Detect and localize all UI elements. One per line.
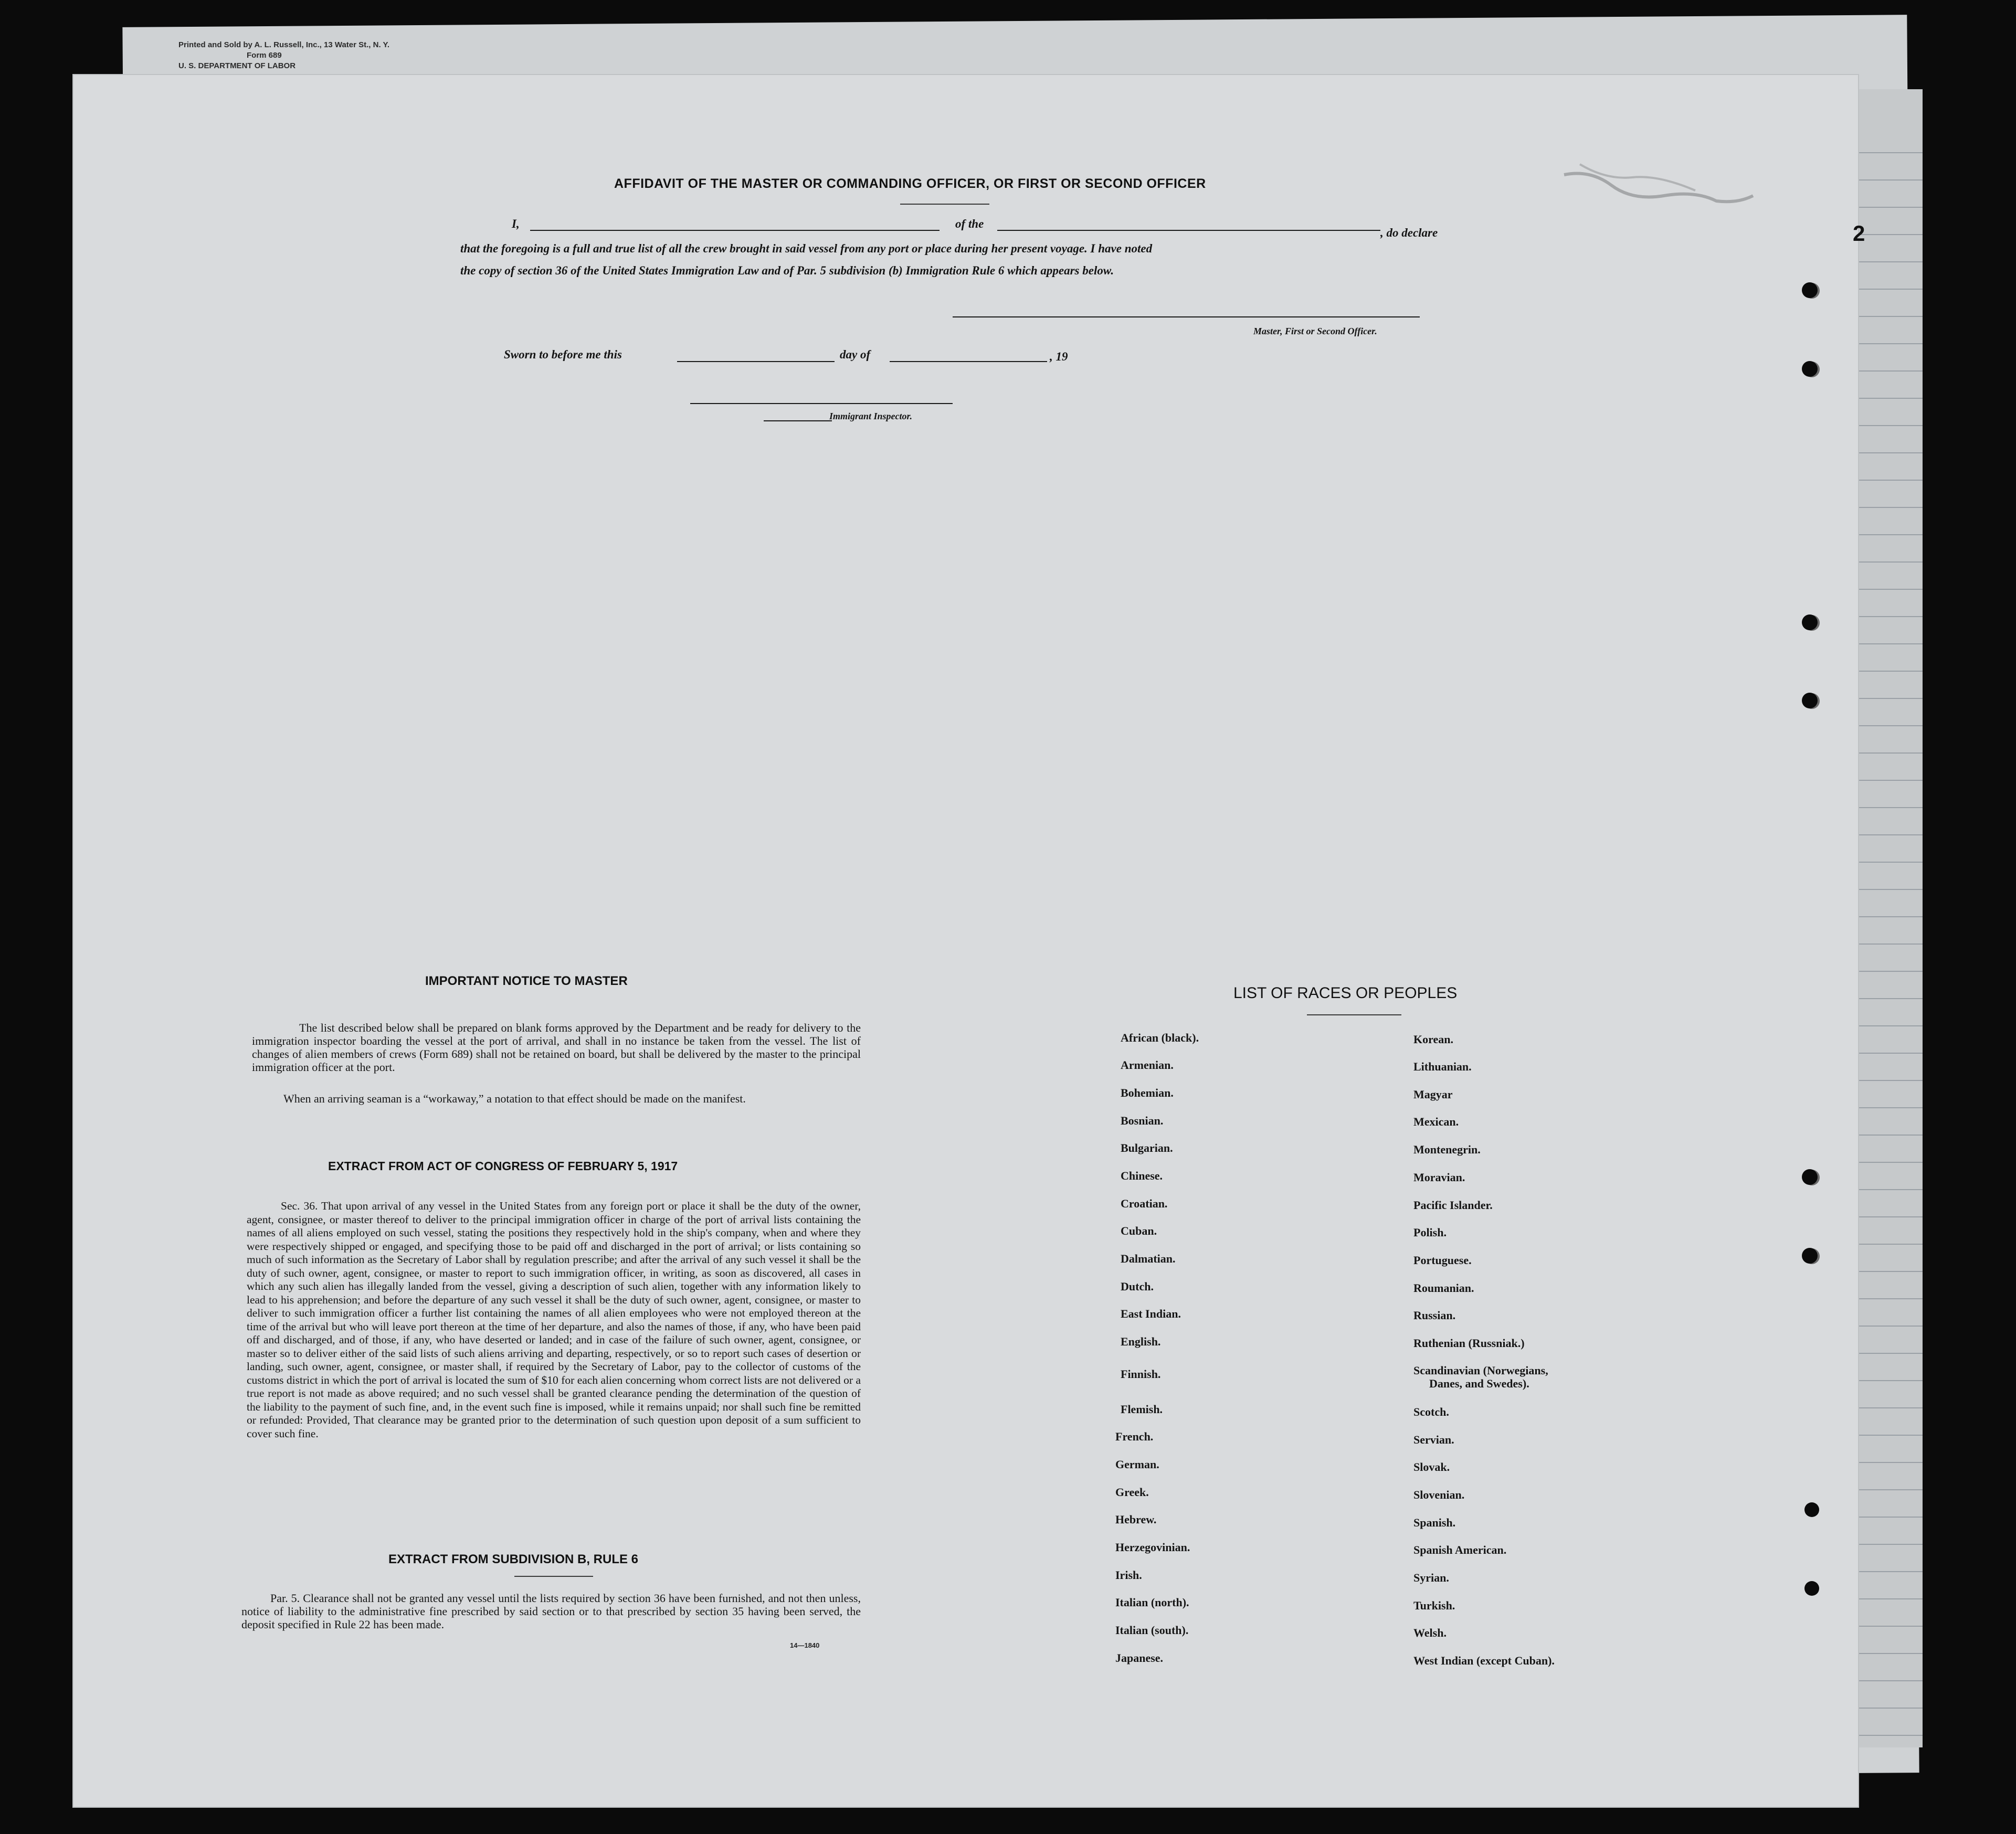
ledger-rule-line (1849, 725, 1923, 726)
ledger-rule-line (1849, 1107, 1923, 1108)
binder-hole (1802, 1169, 1818, 1185)
race-item: Slovenian. (1413, 1488, 1465, 1501)
binder-hole (1804, 1502, 1819, 1517)
race-item: Dalmatian. (1121, 1252, 1176, 1265)
ledger-rule-line (1849, 452, 1923, 453)
race-item: Magyar (1413, 1088, 1453, 1101)
ledger-rule-line (1849, 916, 1923, 917)
ledger-rule-line (1849, 1435, 1923, 1436)
ledger-rule-line (1849, 343, 1923, 344)
ledger-rule-line (1849, 1544, 1923, 1545)
ledger-rule-line (1849, 671, 1923, 672)
binder-hole (1804, 1581, 1819, 1596)
ledger-rule-line (1849, 1025, 1923, 1026)
ledger-rule-line (1849, 1680, 1923, 1681)
race-item: Finnish. (1121, 1367, 1161, 1381)
race-item: Croatian. (1121, 1197, 1168, 1210)
ledger-rule-line (1849, 1489, 1923, 1490)
binder-hole (1802, 1248, 1818, 1264)
race-item: Polish. (1413, 1226, 1447, 1239)
ledger-rule-line (1849, 1326, 1923, 1327)
rule-6-text: Par. 5. Clearance shall not be granted any vessel until the lists required by section 36 have been furnished, and not then unless, notice of liability to the administrative fine prescribed by said section or to that prescribed by section 35 having been served, the deposit specified in Rule 22 has been made. (241, 1592, 861, 1631)
underlying-ledger-sheet (1848, 89, 1923, 1747)
race-item: Chinese. (1121, 1169, 1163, 1182)
ledger-rule-line (1849, 207, 1923, 208)
race-item: Herzegovinian. (1115, 1541, 1190, 1554)
ledger-rule-line (1849, 398, 1923, 399)
affidavit-line-3: the copy of section 36 of the United States Immigration Law and of Par. 5 subdivision (b) Immigration Rule 6 which appears below. (460, 264, 1114, 277)
binder-hole (1802, 361, 1818, 377)
race-item: Bulgarian. (1121, 1141, 1173, 1154)
ledger-rule-line (1849, 1571, 1923, 1572)
title-rule (900, 204, 989, 205)
ledger-rule-line (1849, 1353, 1923, 1354)
ledger-rule-line (1849, 698, 1923, 699)
manifest-page (73, 75, 1865, 1807)
of-the-label: of the (955, 217, 984, 230)
race-item: Italian (south). (1115, 1624, 1189, 1637)
race-item: Spanish. (1413, 1516, 1456, 1529)
inspector-short-line (764, 420, 832, 421)
race-item: Roumanian. (1413, 1281, 1474, 1295)
binder-hole (1802, 614, 1818, 630)
race-item: Spanish American. (1413, 1543, 1507, 1556)
race-item: Russian. (1413, 1309, 1456, 1322)
race-item: Pacific Islander. (1413, 1199, 1493, 1212)
race-item: West Indian (except Cuban). (1413, 1654, 1555, 1667)
ledger-rule-line (1849, 943, 1923, 945)
ledger-rule-line (1849, 889, 1923, 890)
races-title: LIST OF RACES OR PEOPLES (1233, 984, 1458, 1002)
race-item: Japanese. (1115, 1651, 1164, 1665)
race-item: Hebrew. (1115, 1513, 1157, 1526)
race-item: Syrian. (1413, 1571, 1449, 1584)
ledger-rule-line (1849, 862, 1923, 863)
notice-paragraph-2: When an arriving seaman is a “workaway,” a notation to that effect should be made on the manifest. (283, 1092, 746, 1105)
race-item: Flemish. (1121, 1403, 1163, 1416)
ledger-rule-line (1849, 1380, 1923, 1381)
ledger-rule-line (1849, 507, 1923, 508)
race-item: Lithuanian. (1413, 1060, 1472, 1073)
race-item: Italian (north). (1115, 1596, 1189, 1609)
race-item: Moravian. (1413, 1171, 1465, 1184)
master-caption: Master, First or Second Officer. (1253, 326, 1377, 336)
title-rule (1307, 1014, 1401, 1015)
race-item: Montenegrin. (1413, 1143, 1481, 1156)
paper-damage-mark (1559, 159, 1758, 217)
department-name: U. S. DEPARTMENT OF LABOR (178, 61, 296, 70)
race-item: Slovak. (1413, 1460, 1450, 1473)
race-item: Greek. (1115, 1486, 1149, 1499)
section-36-text: Sec. 36. That upon arrival of any vessel in the United States from any foreign port or place it shall be the duty of the owner, agent, consignee, or master thereof to deliver to the principal immigration officer in charge of the port of arrival lists containing the names of all aliens employed on such vessel, stating the positions they respectively hold in the ship's company, when and where they were respectively shipped or engaged, and specifying those to be paid off and discharged in the port of arrival; or lists containing so much of such information as the Secretary of Labor shall by regulation prescribe; and after the arrival of any such vessel it shall be the duty of such owner, agent, consignee, or master to report to such immigration officer, in writing, as soon as discovered, all cases in which any such alien has illegally landed from the vessel, giving a description of such alien, together with any information likely to lead to his apprehension; and before the departure of any such vessel it shall be the duty of such owner, agent, consignee, or master to deliver to such immigration officer a further list containing the names of all alien employees who were not employed thereon at the time of the arrival but who will leave port thereon at the time of her departure, and also the names of those, if any, who have been paid off and discharged, and of those, if any, who have deserted or landed; and in case of the failure of such owner, agent, consignee, or master so to deliver either of the said lists of such aliens arriving and departing, respectively, or so to report such cases of desertion or landing, such owner, agent, consignee, or master shall, if required by the Secretary of Labor, pay to the collector of customs of the customs district in which the port of arrival is located the sum of $10 for each alien concerning whom correct lists are not delivered or a true report is not made as above required; and no such vessel shall be granted clearance pending the determination of the question of the liability to the payment of such fine, and, in the event such fine is imposed, while it remains unpaid; nor shall such fine be remitted or refunded: Provided, That clearance may be granted prior to the determination of such question upon deposit of a sum sufficient to cover such fine. (247, 1200, 861, 1440)
ledger-rule-line (1849, 1462, 1923, 1463)
ledger-rule-line (1849, 807, 1923, 808)
race-item: Cuban. (1121, 1224, 1157, 1237)
ledger-rule-line (1849, 316, 1923, 317)
ledger-rule-line (1849, 1162, 1923, 1163)
inspector-signature-line (690, 403, 953, 404)
ledger-rule-line (1849, 179, 1923, 181)
printer-imprint-line: Printed and Sold by A. L. Russell, Inc., 13 Water St., N. Y. (178, 40, 390, 49)
ledger-rule-line (1849, 1080, 1923, 1081)
notice-paragraph-1: The list described below shall be prepared on blank forms approved by the Department and be ready for delivery to the immigration inspector boarding the vessel at the port of arrival, and shall in no instance be taken from the vessel. The list of changes of alien members of crews (Form 689) shall not be retained on board, but shall be delivered by the master to the principal immigration officer at the port. (252, 1021, 861, 1074)
extract-act-title: EXTRACT FROM ACT OF CONGRESS OF FEBRUARY 5, 1917 (328, 1159, 678, 1173)
ledger-rule-line (1849, 1708, 1923, 1709)
ledger-rule-line (1849, 480, 1923, 481)
race-item: Irish. (1115, 1568, 1142, 1582)
race-item: Dutch. (1121, 1280, 1154, 1293)
race-item: German. (1115, 1458, 1159, 1471)
ledger-rule-line (1849, 616, 1923, 617)
do-declare-label: , do declare (1380, 226, 1438, 239)
race-item-continued: Danes, and Swedes). (1429, 1377, 1529, 1390)
race-item: Scotch. (1413, 1405, 1449, 1418)
affiant-name-blank (530, 230, 940, 231)
sworn-label: Sworn to before me this (504, 348, 622, 361)
page-number: 2 (1853, 221, 1865, 246)
notice-title: IMPORTANT NOTICE TO MASTER (425, 974, 628, 988)
ledger-rule-line (1849, 998, 1923, 999)
ledger-rule-line (1849, 780, 1923, 781)
ledger-rule-line (1849, 1135, 1923, 1136)
master-signature-line (953, 316, 1420, 317)
ledger-rule-line (1849, 1517, 1923, 1518)
affiant-label: I, (512, 217, 520, 230)
race-item: African (black). (1121, 1031, 1199, 1044)
ledger-rule-line (1849, 534, 1923, 535)
sworn-month-blank (890, 361, 1047, 362)
year-label: , 19 (1050, 350, 1068, 363)
ledger-rule-line (1849, 834, 1923, 835)
race-item: Scandinavian (Norwegians, (1413, 1364, 1548, 1377)
printer-imprint (178, 40, 389, 71)
ledger-rule-line (1849, 1598, 1923, 1599)
ledger-rule-line (1849, 1271, 1923, 1272)
extract-rule-title: EXTRACT FROM SUBDIVISION B, RULE 6 (388, 1552, 639, 1566)
race-item: Bohemian. (1121, 1086, 1174, 1099)
race-item: East Indian. (1121, 1307, 1181, 1320)
ledger-rule-line (1849, 370, 1923, 372)
ledger-rule-line (1849, 561, 1923, 563)
form-code: 14—1840 (790, 1641, 820, 1649)
race-item: Mexican. (1413, 1115, 1459, 1128)
ledger-rule-line (1849, 1626, 1923, 1627)
ledger-rule-line (1849, 425, 1923, 426)
race-item: Ruthenian (Russniak.) (1413, 1337, 1525, 1350)
ledger-rule-line (1849, 1735, 1923, 1736)
race-item: Armenian. (1121, 1058, 1174, 1072)
inspector-caption: Immigrant Inspector. (829, 411, 913, 421)
affidavit-title: AFFIDAVIT OF THE MASTER OR COMMANDING OFFICER, OR FIRST OR SECOND OFFICER (614, 176, 1206, 191)
binder-hole (1802, 282, 1818, 298)
race-item: English. (1121, 1335, 1161, 1348)
race-item: Bosnian. (1121, 1114, 1164, 1127)
ledger-rule-line (1849, 589, 1923, 590)
ledger-rule-line (1849, 1407, 1923, 1408)
affidavit-line-2: that the foregoing is a full and true list of all the crew brought in said vessel from any port or place during her present voyage. I have noted (460, 242, 1153, 255)
ledger-rule-line (1849, 643, 1923, 644)
ledger-rule-line (1849, 752, 1923, 754)
race-item: Portuguese. (1413, 1254, 1472, 1267)
race-item: Servian. (1413, 1433, 1454, 1446)
vessel-name-blank (997, 230, 1380, 231)
race-item: Welsh. (1413, 1626, 1447, 1639)
ledger-rule-line (1849, 152, 1923, 153)
ledger-rule-line (1849, 1053, 1923, 1054)
ledger-rule-line (1849, 1244, 1923, 1245)
race-item: Turkish. (1413, 1599, 1455, 1612)
ledger-rule-line (1849, 1653, 1923, 1654)
binder-hole (1802, 693, 1818, 708)
ledger-rule-line (1849, 261, 1923, 262)
day-of-label: day of (840, 348, 871, 361)
sworn-day-blank (677, 361, 835, 362)
ledger-rule-line (1849, 289, 1923, 290)
ledger-rule-line (1849, 971, 1923, 972)
ledger-rule-line (1849, 1189, 1923, 1190)
race-item: Korean. (1413, 1033, 1453, 1046)
ledger-rule-line (1849, 1298, 1923, 1299)
form-number: Form 689 (247, 51, 282, 60)
title-rule (514, 1576, 593, 1577)
ledger-rule-line (1849, 1216, 1923, 1217)
race-item: French. (1115, 1430, 1154, 1443)
